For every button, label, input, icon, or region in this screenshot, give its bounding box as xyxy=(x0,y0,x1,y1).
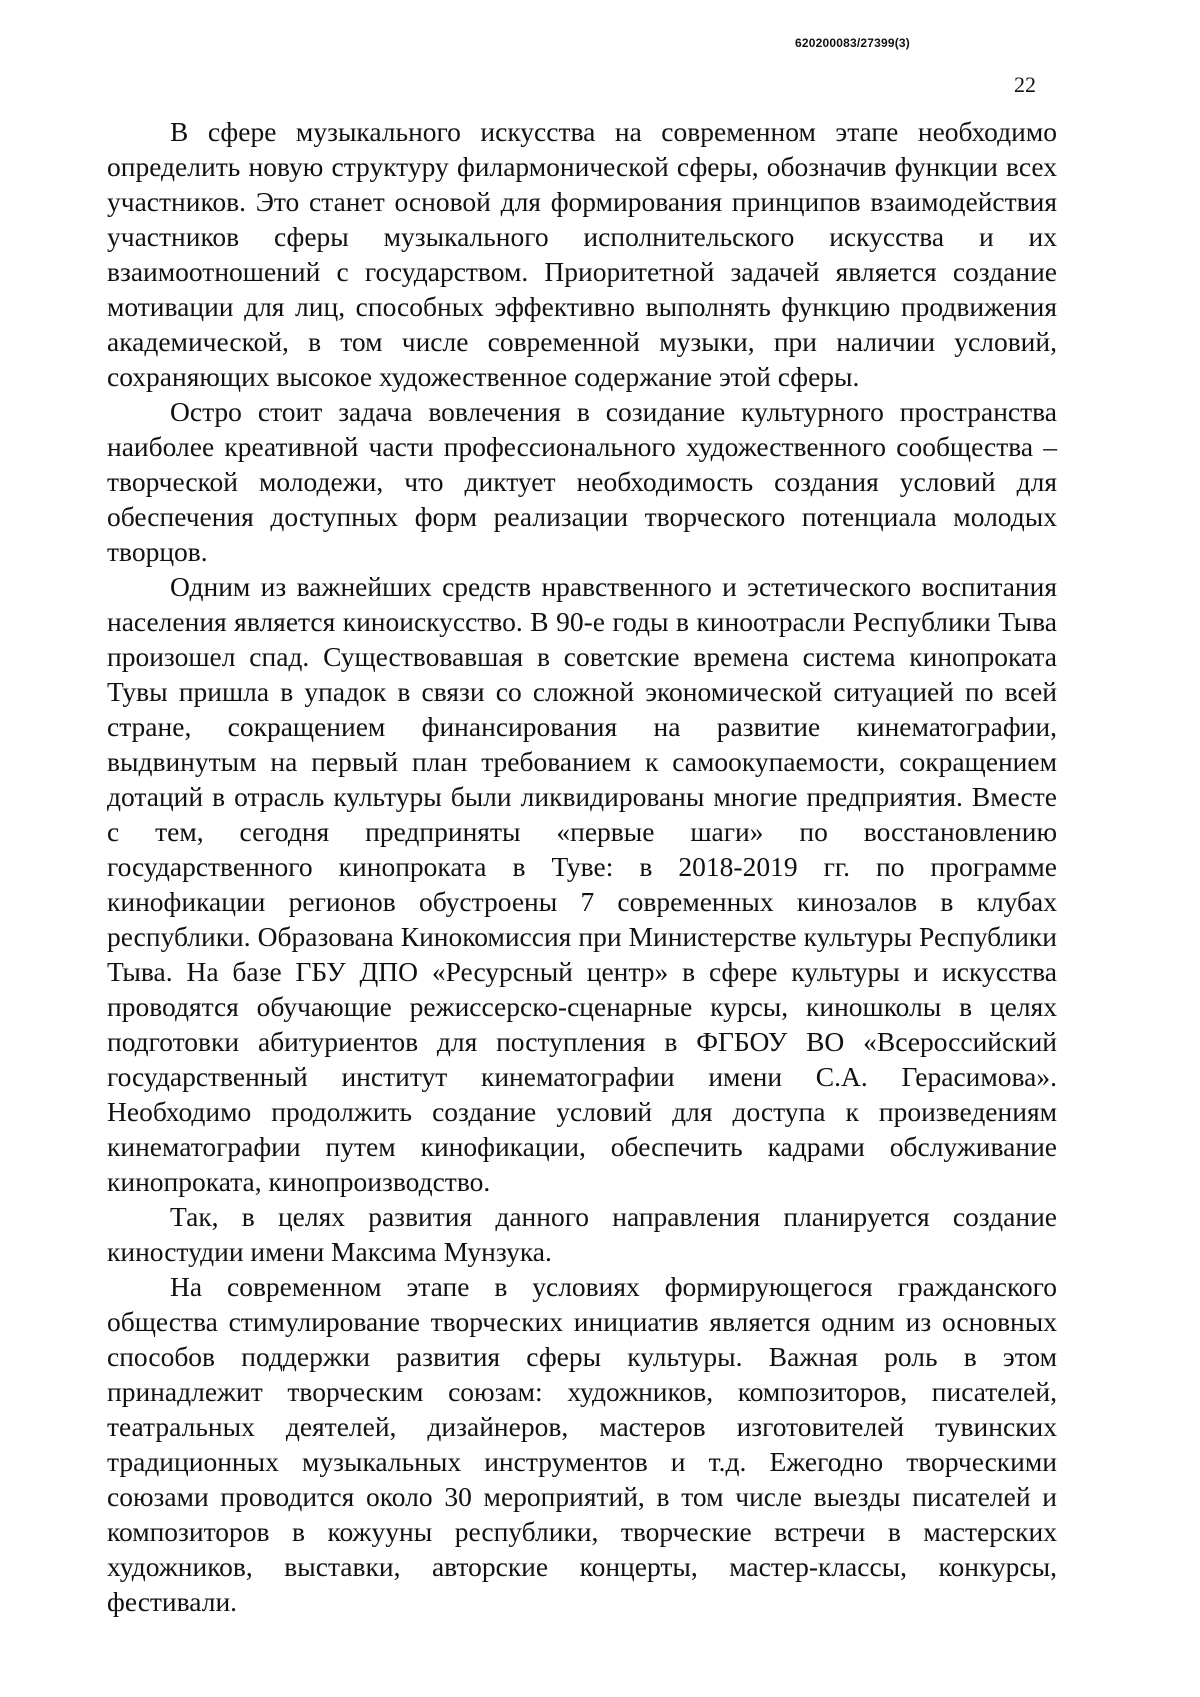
paragraph-music-sphere: В сфере музыкального искусства на современном этапе необходимо определить новую структуру филармонической сферы, обозначив функции всех участников. Это станет основой для формирования принципов взаимодействия участников сферы музыкального исполнительского искусства и их взаимоотношений с государством. Приоритетной задачей является создание мотивации для лиц, способных эффективно выполнять функцию продвижения академической, в том числе современной музыки, при наличии условий, сохраняющих высокое художественное содержание этой сферы. xyxy=(107,116,1057,392)
page-number: 22 xyxy=(1014,72,1036,97)
paragraph-creative-youth: Остро стоит задача вовлечения в созидание культурного пространства наиболее креативной части профессионального художественного сообщества – творческой молодежи, что диктует необходимость создания условий для обеспечения доступных форм реализации творческого потенциала молодых творцов. xyxy=(107,396,1057,567)
document-body xyxy=(107,114,1057,1619)
paragraph-cinema: Одним из важнейших средств нравственного и эстетического воспитания населения является киноискусство. В 90-е годы в киноотрасли Республики Тыва произошел спад. Существовавшая в советские времена система кинопроката Тувы пришла в упадок в связи со сложной экономической ситуацией по всей стране, сокращением финансирования на развитие кинематографии, выдвинутым на первый план требованием к самоокупаемости, сокращением дотаций в отрасль культуры были ликвидированы многие предприятия. Вместе с тем, сегодня предприняты «первые шаги» по восстановлению государственного кинопроката в Туве: в 2018-2019 гг. по программе кинофикации регионов обустроены 7 современных кинозалов в клубах республики. Образована Кинокомиссия при Министерстве культуры Республики Тыва. На базе ГБУ ДПО «Ресурсный центр» в сфере культуры и искусства проводятся обучающие режиссерско-сценарные курсы, киношколы в целях подготовки абитуриентов для поступления в ФГБОУ ВО «Всероссийский государственный институт кинематографии имени С.А. Герасимова». Необходимо продолжить создание условий для доступа к произведениям кинематографии путем кинофикации, обеспечить кадрами обслуживание кинопроката, кинопроизводство. xyxy=(107,571,1057,1197)
paragraph-creative-unions: На современном этапе в условиях формирующегося гражданского общества стимулирование творческих инициатив является одним из основных способов поддержки развития сферы культуры. Важная роль в этом принадлежит творческим союзам: художников, композиторов, писателей, театральных деятелей, дизайнеров, мастеров изготовителей тувинских традиционных музыкальных инструментов и т.д. Ежегодно творческими союзами проводится около 30 мероприятий, в том числе выезды писателей и композиторов в кожууны республики, творческие встречи в мастерских художников, выставки, авторские концерты, мастер-классы, конкурсы, фестивали. xyxy=(107,1271,1057,1617)
paragraph-film-studio: Так, в целях развития данного направления планируется создание киностудии имени Максима Мунзука. xyxy=(107,1201,1057,1267)
document-id: 620200083/27399(3) xyxy=(794,36,910,50)
